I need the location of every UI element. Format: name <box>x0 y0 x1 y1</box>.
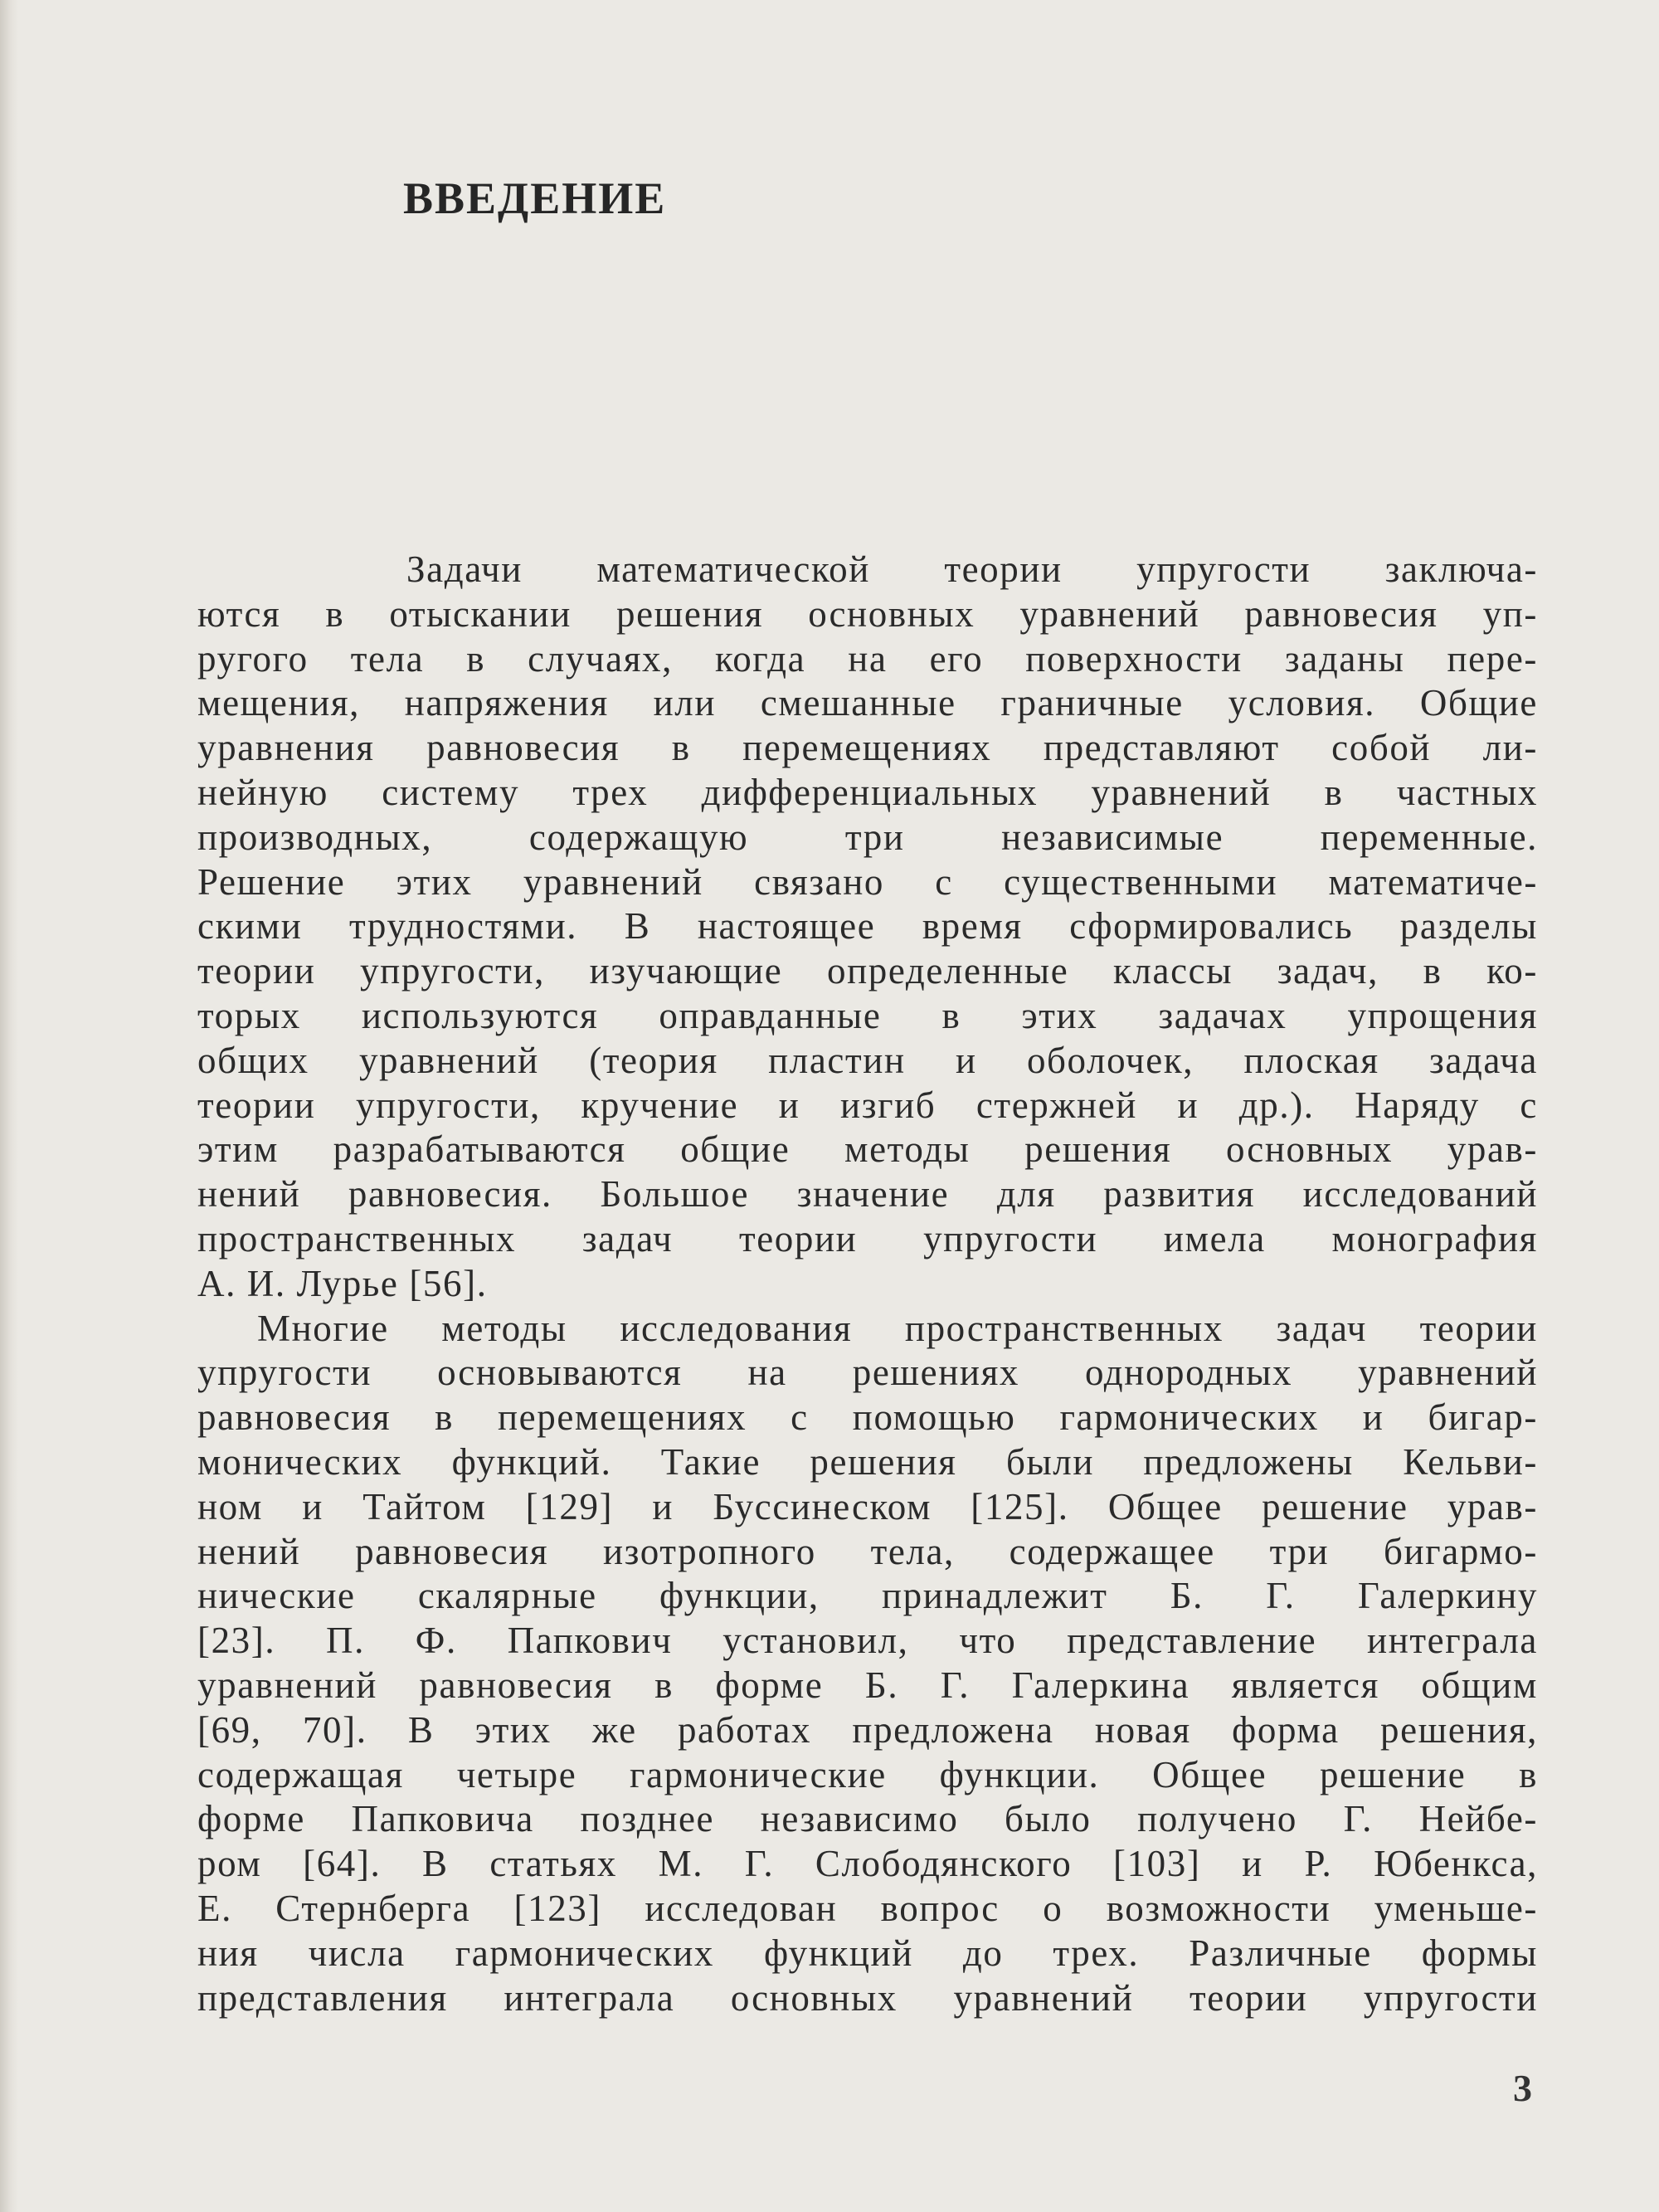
text-line: ругого тела в случаях, когда на его поверхности заданы пере- <box>197 637 1538 680</box>
text-line: ются в отыскании решения основных уравнений равновесия уп- <box>197 592 1538 635</box>
text-line: форме Папковича позднее независимо было получено Г. Нейбе- <box>197 1798 1538 1840</box>
text-line: представления интеграла основных уравнений теории упругости <box>197 1976 1538 2019</box>
text-line: равновесия в перемещениях с помощью гармонических и бигар- <box>197 1396 1538 1439</box>
text-line: содержащая четыре гармонические функции. Общее решение в <box>197 1753 1538 1795</box>
text-line: ния числа гармонических функций до трех. Различные формы <box>197 1932 1538 1974</box>
text-line: торых используются оправданные в этих задачах упрощения <box>197 994 1538 1036</box>
text-line: [23]. П. Ф. Папкович установил, что представление интеграла <box>197 1620 1538 1662</box>
text-line: Задачи математической теории упругости заключа- <box>406 548 1538 590</box>
page-binding-edge <box>0 0 18 2212</box>
text-line: нические скалярные функции, принадлежит Б. Г. Галеркину <box>197 1575 1538 1617</box>
text-line: [69, 70]. В этих же работах предложена новая форма решения, <box>197 1708 1538 1751</box>
page-number: 3 <box>1513 2067 1532 2109</box>
text-line: Решение этих уравнений связано с существенными математиче- <box>197 860 1538 903</box>
text-line: ром [64]. В статьях М. Г. Слободянского [103] и Р. Юбенкса, <box>197 1843 1538 1885</box>
text-line: теории упругости, кручение и изгиб стержней и др.). Наряду с <box>197 1084 1538 1126</box>
text-line: общих уравнений (теория пластин и оболочек, плоская задача <box>197 1039 1538 1081</box>
text-line: Многие методы исследования пространственных задач теории <box>257 1307 1538 1349</box>
text-line: монических функций. Такие решения были предложены Кельви- <box>197 1440 1538 1483</box>
text-line: А. И. Лурье [56]. <box>197 1262 488 1304</box>
text-line: нейную систему трех дифференциальных уравнений в частных <box>197 771 1538 813</box>
text-line: уравнения равновесия в перемещениях представляют собой ли- <box>197 727 1538 769</box>
text-line: нений равновесия. Большое значение для развития исследований <box>197 1173 1538 1216</box>
text-line: производных, содержащую три независимые переменные. <box>197 816 1538 858</box>
text-line: упругости основываются на решениях однородных уравнений <box>197 1352 1538 1394</box>
chapter-heading: ВВЕДЕНИЕ <box>403 173 667 223</box>
text-line: скими трудностями. В настоящее время сформировались разделы <box>197 905 1538 948</box>
text-line: уравнений равновесия в форме Б. Г. Галеркина является общим <box>197 1664 1538 1706</box>
body-text <box>197 548 1538 2020</box>
text-line: пространственных задач теории упругости имела монография <box>197 1217 1538 1259</box>
text-line: нений равновесия изотропного тела, содержащее три бигармо- <box>197 1530 1538 1572</box>
text-line: ном и Тайтом [129] и Буссинеском [125]. Общее решение урав- <box>197 1485 1538 1527</box>
text-line: Е. Стернберга [123] исследован вопрос о возможности уменьше- <box>197 1887 1538 1929</box>
text-line: этим разрабатываются общие методы решения основных урав- <box>197 1128 1538 1171</box>
text-line: теории упругости, изучающие определенные классы задач, в ко- <box>197 950 1538 992</box>
text-line: мещения, напряжения или смешанные граничные условия. Общие <box>197 682 1538 724</box>
